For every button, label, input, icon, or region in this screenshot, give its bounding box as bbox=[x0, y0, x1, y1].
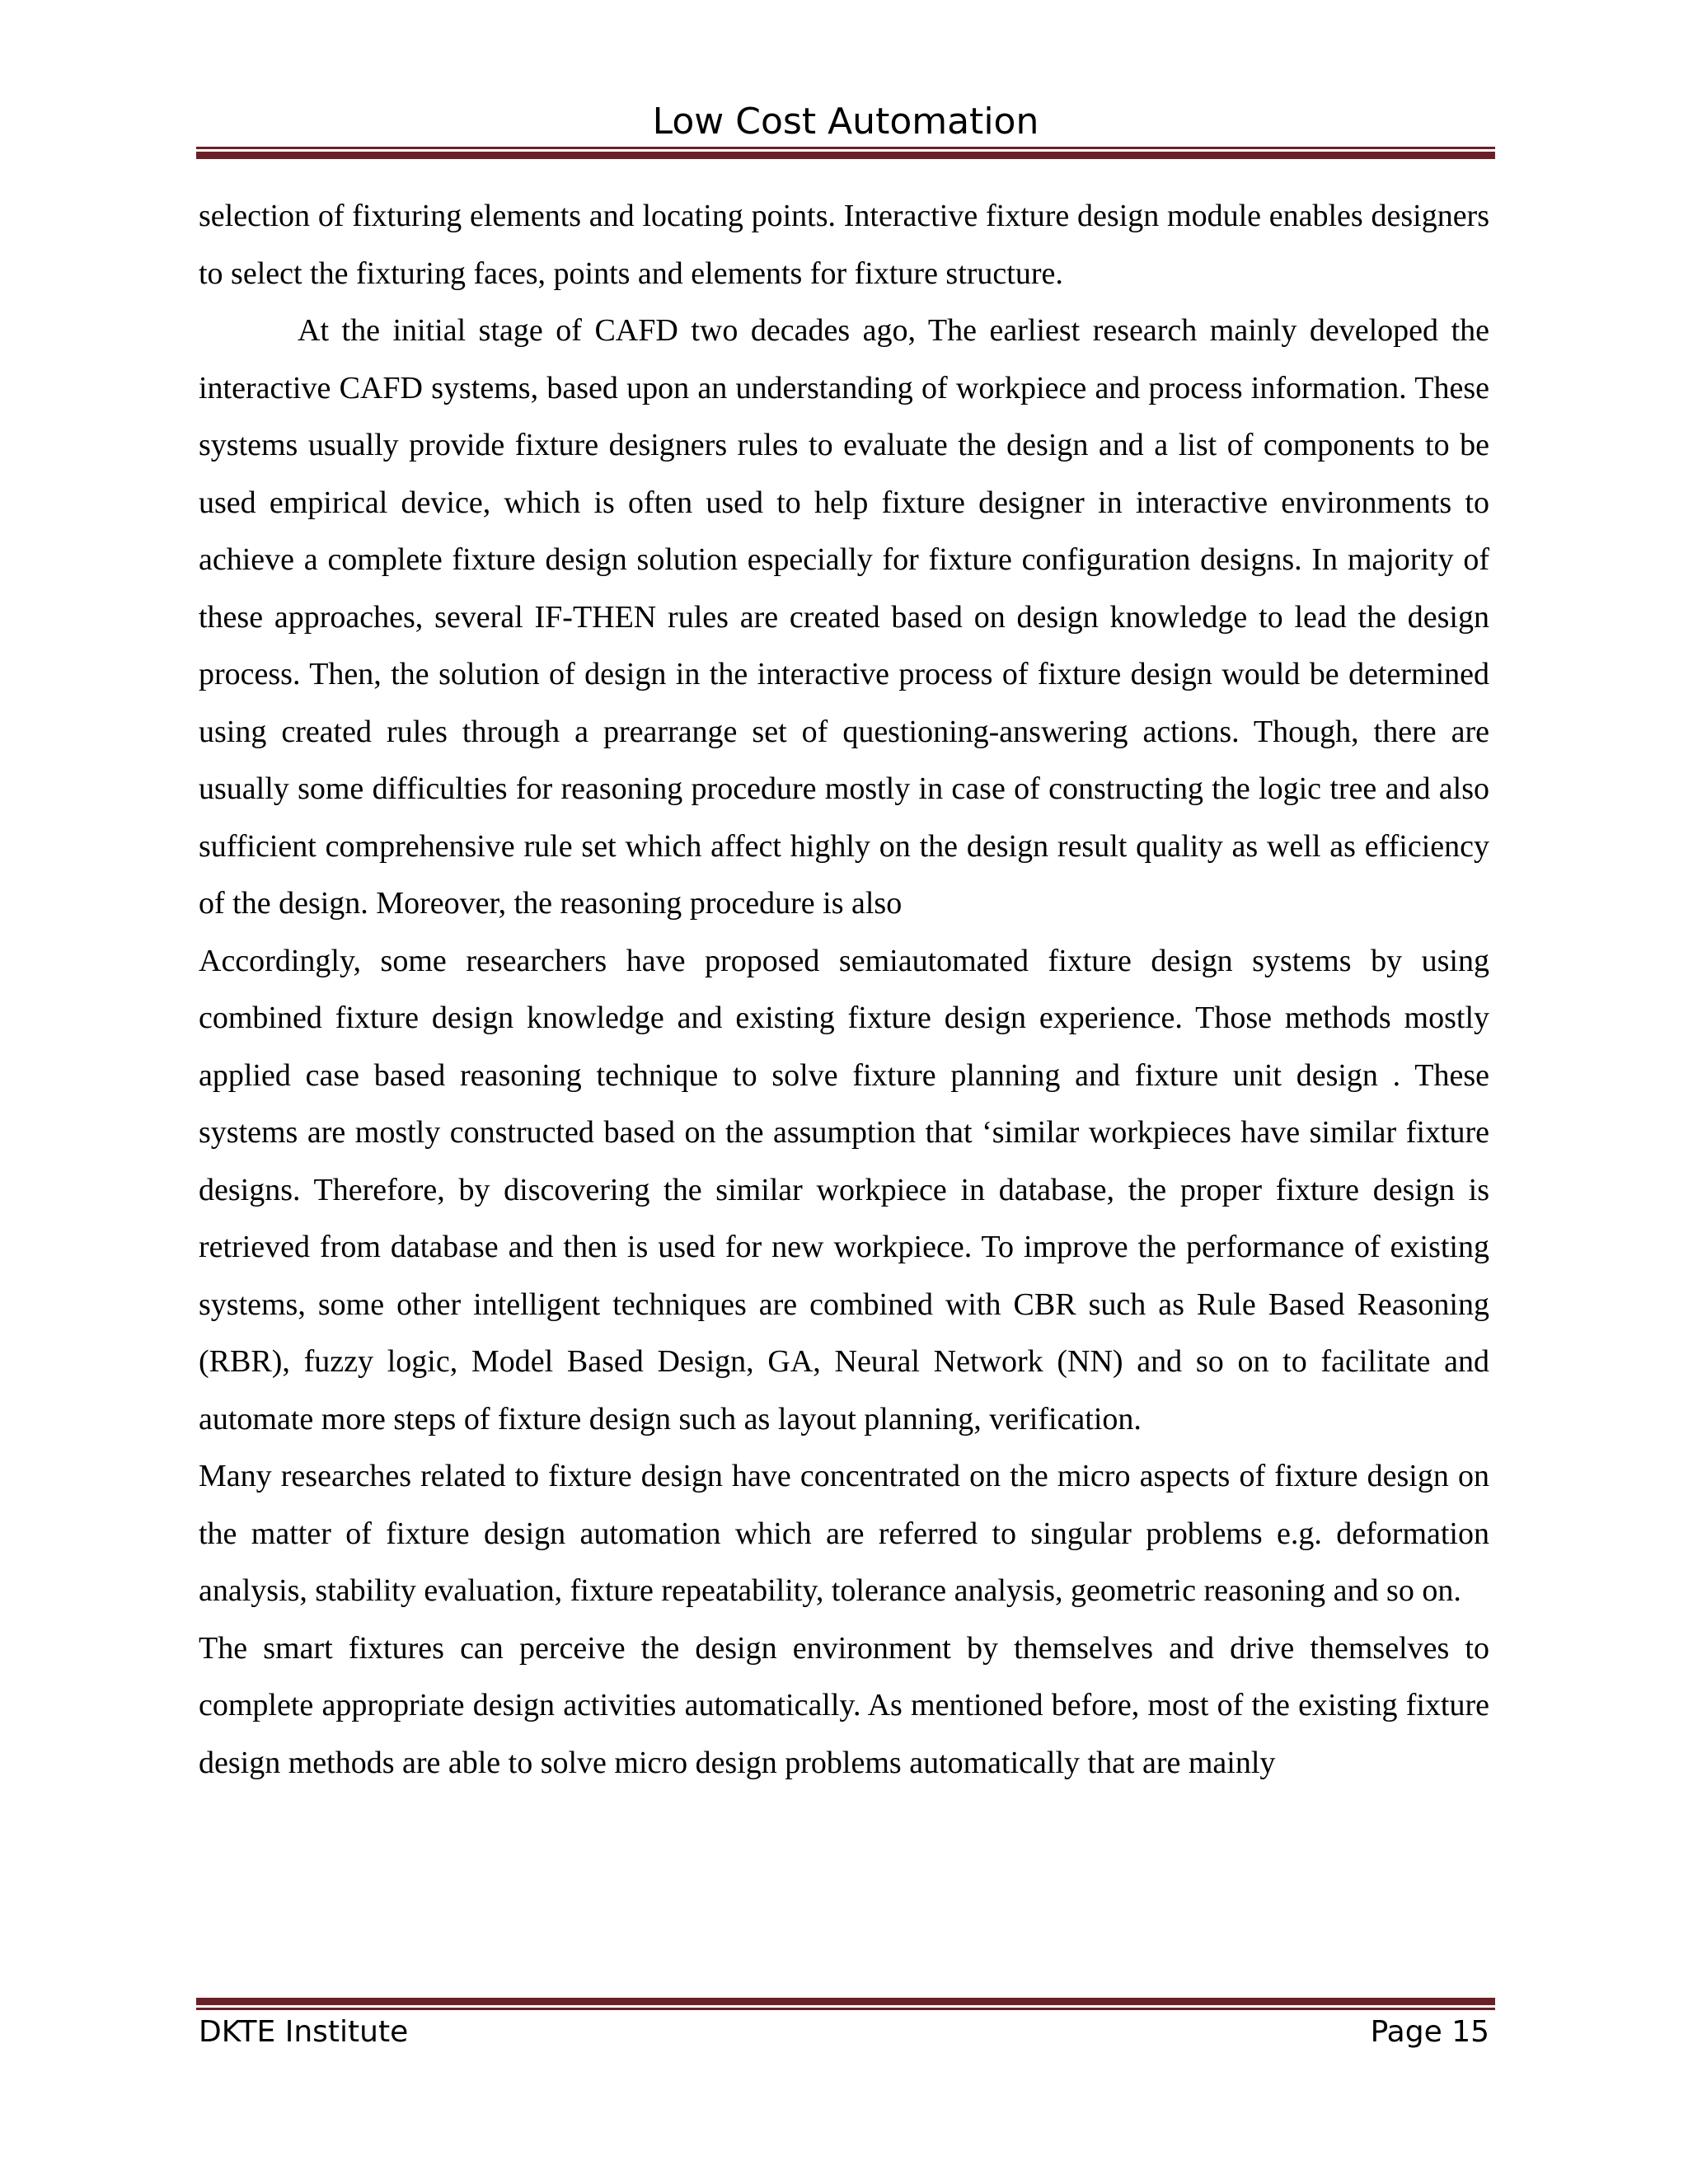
header-divider bbox=[196, 147, 1495, 159]
footer-institute: DKTE Institute bbox=[199, 2015, 409, 2049]
body-paragraph: At the initial stage of CAFD two decades ago, The earliest research mainly developed the interactive CAFD systems, based upon an understanding of workpiece and process information. These systems usually provide fixture designers rules to evaluate the design and a list of components to be used empirical device, which is often used to help fixture designer in interactive environments to achieve a complete fixture design solution especially for fixture configuration designs. In majority of these approaches, several IF-THEN rules are created based on design knowledge to lead the design process. Then, the solution of design in the interactive process of fixture design would be determined using created rules through a prearrange set of questioning-answering actions. Though, there are usually some difficulties for reasoning procedure mostly in case of constructing the logic tree and also sufficient comprehensive rule set which affect highly on the design result quality as well as efficiency of the design. Moreover, the reasoning procedure is also bbox=[199, 313, 1489, 921]
body-paragraph: The smart fixtures can perceive the design environment by themselves and drive themselves to complete appropriate design activities automatically. As mentioned before, most of the existing fixture design methods are able to solve micro design problems automatically that are mainly bbox=[199, 1630, 1489, 1780]
page-header-title: Low Cost Automation bbox=[652, 101, 1039, 143]
document-body bbox=[199, 188, 1489, 1792]
footer-page-number: Page 15 bbox=[1370, 2015, 1489, 2049]
body-paragraph: Accordingly, some researchers have proposed semiautomated fixture design systems by using combined fixture design knowledge and existing fixture design experience. Those methods mostly applied case based reasoning technique to solve fixture planning and fixture unit design . These systems are mostly constructed based on the assumption that ‘similar workpieces have similar fixture designs. Therefore, by discovering the similar workpiece in database, the proper fixture design is retrieved from database and then is used for new workpiece. To improve the performance of existing systems, some other intelligent techniques are combined with CBR such as Rule Based Reasoning (RBR), fuzzy logic, Model Based Design, GA, Neural Network (NN) and so on to facilitate and automate more steps of fixture design such as layout planning, verification. bbox=[199, 943, 1489, 1436]
page-footer bbox=[199, 2008, 1489, 2057]
body-paragraph: Many researches related to fixture design have concentrated on the micro aspects of fixture design on the matter of fixture design automation which are referred to singular problems e.g. deformation analysis, stability evaluation, fixture repeatability, tolerance analysis, geometric reasoning and so on. bbox=[199, 1459, 1489, 1608]
body-paragraph: selection of fixturing elements and locating points. Interactive fixture design module enables designers to select the fixturing faces, points and elements for fixture structure. bbox=[199, 199, 1489, 291]
